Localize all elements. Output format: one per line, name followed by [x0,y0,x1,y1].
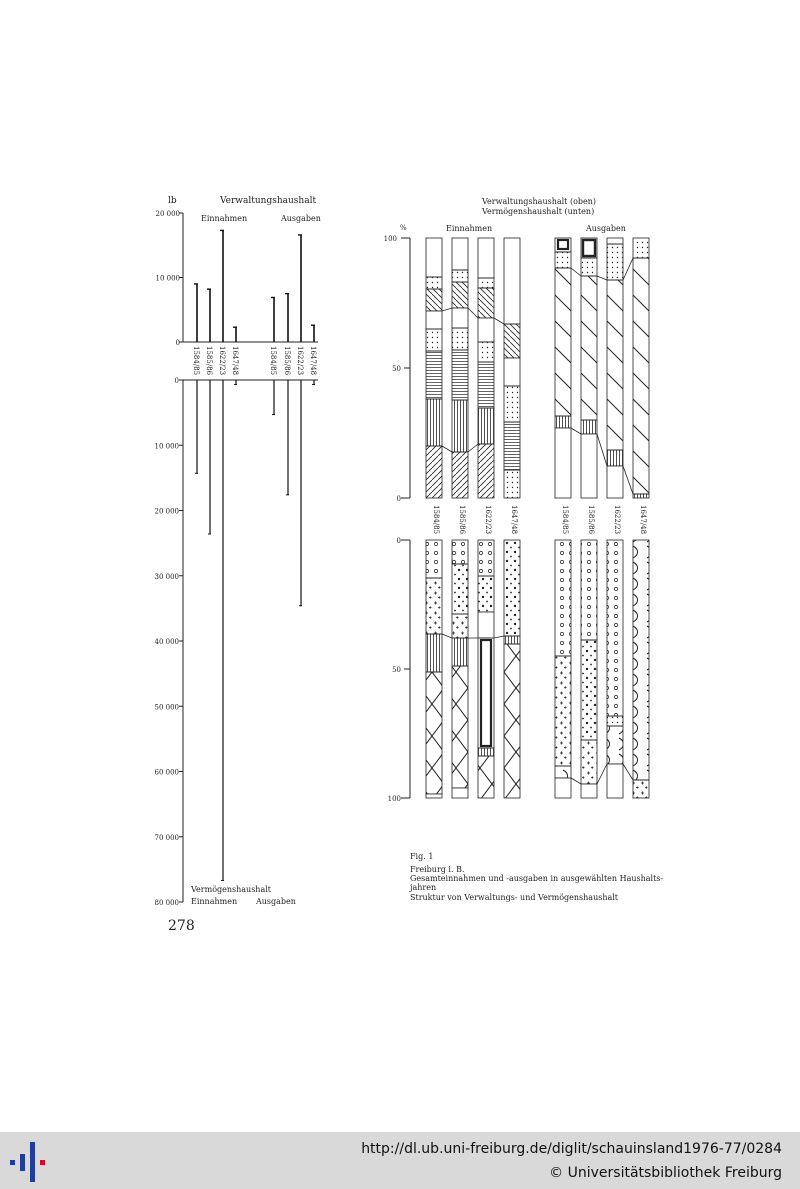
bottom-tick-label: 50 000 [154,703,179,712]
top-tick-label: 0 [175,339,180,347]
right-top-tick: 50 [392,365,401,373]
bottom-tick-label: 60 000 [154,768,179,777]
caption-line: Gesamteinnahmen und -ausgaben in ausgewählten Haushalts- [410,874,664,883]
right-top-title: Verwaltungshaushalt (oben) [482,197,597,206]
bottom-group-label-ausgaben: Ausgaben [256,897,296,906]
top-group-label-einnahmen: Einnahmen [201,214,248,223]
bottom-tick-label: 10 000 [154,442,179,451]
vermoegenshaushalt-structure-columns [426,540,649,798]
caption-fig: Fig. 1 [410,852,434,861]
top-tick-label: 10 000 [155,274,180,283]
top-group-label-ausgaben: Ausgaben [281,214,321,223]
right-year-label-einnahmen-1: 1584/85 [432,505,440,535]
structure-column [452,238,468,498]
right-year-label-ausgaben-1: 1584/85 [561,505,569,535]
right-group-label-einnahmen: Einnahmen [446,224,493,233]
right-year-label-einnahmen-4: 1647/48 [510,505,518,535]
right-year-label-ausgaben-2: 1585/86 [587,505,595,535]
bottom-tick-label: 0 [174,377,179,385]
verwaltungshaushalt-structure-columns [426,238,649,498]
right-chart-ticks [384,235,401,803]
structure-column [555,540,571,798]
ub-freiburg-logo-icon [8,1142,48,1182]
year-label: 1584/85 [192,346,200,376]
right-ylabel: % [400,224,407,232]
structure-column [581,238,597,498]
structure-column [452,540,468,798]
structure-column [633,238,649,498]
right-top-tick: 0 [396,495,401,503]
footer-copyright: © Universitätsbibliothek Freiburg [549,1165,782,1181]
bottom-tick-label: 20 000 [154,507,179,516]
right-bottom-tick: 50 [392,666,401,674]
structure-column [607,540,623,798]
structure-column [504,540,520,798]
caption-line: Struktur von Verwaltungs- und Vermögenshaushalt [410,893,619,902]
year-label: 1622/23 [296,346,304,376]
year-label: 1647/48 [231,346,239,376]
library-footer [0,1132,800,1189]
right-year-label-einnahmen-3: 1622/23 [484,505,492,535]
right-year-label-ausgaben-3: 1622/23 [613,505,621,535]
right-chart-year-labels [432,505,647,535]
right-chart-axes [401,238,410,798]
logo-bar [30,1142,35,1182]
structure-column [426,540,442,798]
logo-bar [40,1160,45,1165]
right-year-label-einnahmen-2: 1585/86 [458,505,466,535]
left-chart-year-labels [192,346,317,376]
structure-column [607,238,623,498]
bottom-tick-label: 70 000 [154,833,179,842]
year-label: 1647/48 [309,346,317,376]
structure-column [633,540,649,798]
left-chart-bars [194,230,315,880]
structure-column [478,540,494,798]
caption-line: jahren [410,883,437,892]
right-bottom-title: Vermögenshaushalt (unten) [482,207,595,216]
right-bottom-tick: 100 [387,795,401,803]
right-bottom-tick: 0 [396,537,401,545]
year-label: 1584/85 [269,346,277,376]
bottom-tick-label: 80 000 [154,899,179,907]
page-number: 278 [168,918,195,934]
caption-line: Freiburg i. B. [410,865,465,874]
year-label: 1622/23 [218,346,226,376]
footer-url-link[interactable]: http://dl.ub.uni-freiburg.de/diglit/schauinsland1976-77/0284 [361,1141,782,1157]
bottom-tick-label: 30 000 [154,572,179,581]
structure-column [504,238,520,498]
structure-percent-chart [384,197,649,803]
bottom-tick-label: 40 000 [154,638,179,646]
logo-bar [10,1160,15,1165]
left-chart-axes [183,213,318,902]
year-label: 1585/86 [205,346,213,376]
structure-column [478,238,494,498]
year-label: 1585/86 [283,346,291,376]
figure-caption [409,852,663,902]
structure-column [555,238,571,498]
top-tick-label: 20 000 [155,210,180,218]
bottom-chart-title: Vermögenshaushalt [191,885,271,894]
right-top-tick: 100 [383,235,397,243]
bottom-group-label-einnahmen: Einnahmen [191,897,238,906]
right-group-label-ausgaben: Ausgaben [586,224,626,233]
logo-bar [20,1154,25,1171]
structure-column [581,540,597,798]
unit-label: lb [168,196,177,206]
right-year-label-ausgaben-4: 1647/48 [639,505,647,535]
top-chart-title: Verwaltungshaushalt [220,196,317,206]
structure-column [426,238,442,498]
absolute-values-chart [155,196,321,907]
left-chart-ticks [155,210,184,907]
